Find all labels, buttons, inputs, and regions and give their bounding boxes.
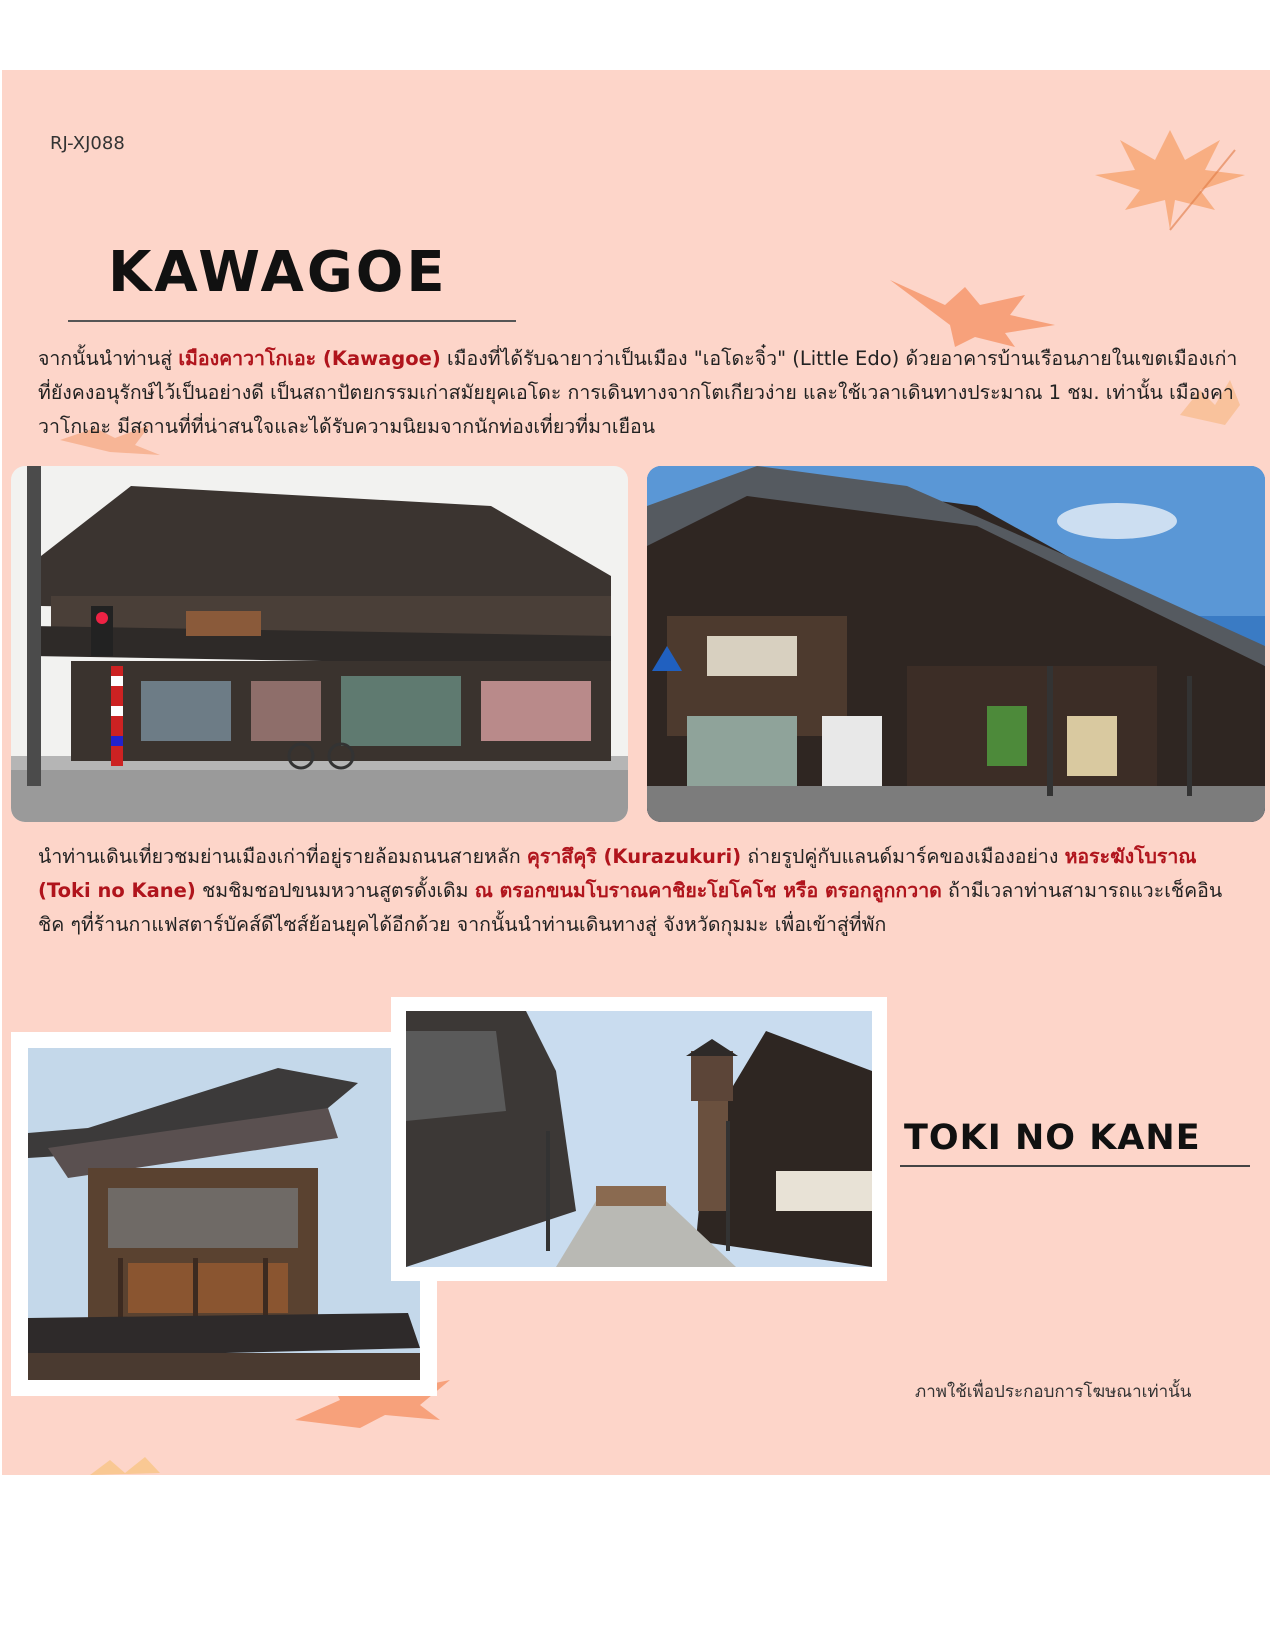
- kawagoe-street-photo-1: [11, 466, 628, 822]
- maple-leaf-icon: [885, 275, 1060, 350]
- kurazukuri-description: [38, 840, 1238, 942]
- text-run: เมืองที่ได้รับฉายาว่าเป็นเมือง "เอโดะจิ๋ว" (Little Edo) ด้วยอาคารบ้านเรือนภายในเขตเมืองเก่าที่ยังคงอนุรักษ์ไว้เป็นอย่างดี เป็นสถาปัตยกรรมเก่าสมัยยุคเอโดะ การเดินทางจากโตเกียวง่าย และใช้เวลาเดินทางประมาณ 1 ชม. เท่านั้น เมืองคาวาโกเอะ มีสถานที่ที่น่าสนใจและได้รับความนิยมจากนักท่องเที่ยวที่มาเยือน: [38, 347, 1238, 438]
- bell-tower-street-photo: [406, 1011, 872, 1267]
- maple-leaf-icon: [85, 1455, 175, 1477]
- highlight-toki-no-kane: หอระฆังโบราณ (Toki no Kane): [38, 845, 1197, 902]
- highlight-candy-alley: ณ ตรอกขนมโบราณคาชิยะโยโคโช หรือ ตรอกลูกกวาด: [474, 879, 942, 902]
- kawagoe-title: KAWAGOE: [108, 240, 448, 305]
- text-run: จากนั้นนำท่านสู่: [38, 347, 179, 370]
- toki-no-kane-title: TOKI NO KANE: [904, 1118, 1201, 1158]
- highlight-kawagoe: เมืองคาวาโกเอะ (Kawagoe): [178, 347, 441, 370]
- highlight-kurazukuri: คุราสึคุริ (Kurazukuri): [526, 845, 742, 868]
- kawagoe-street-photo-2: [647, 466, 1265, 822]
- text-run: นำท่านเดินเที่ยวชมย่านเมืองเก่าที่อยู่รายล้อมถนนสายหลัก: [38, 845, 527, 868]
- title-underline: [900, 1165, 1250, 1167]
- disclaimer-caption: ภาพใช้เพื่อประกอบการโฆษณาเท่านั้น: [915, 1382, 1192, 1402]
- kawagoe-description: [38, 342, 1238, 444]
- maple-leaf-icon: [1085, 130, 1255, 235]
- title-underline: [68, 320, 516, 322]
- bell-tower-closeup-photo: [28, 1048, 420, 1380]
- document-code: RJ-XJ088: [50, 133, 125, 154]
- text-run: ถ่ายรูปคู่กับแลนด์มาร์คของเมืองอย่าง: [741, 845, 1065, 868]
- text-run: ถ้ามีเวลาท่านสามารถแวะเช็คอินชิค ๆที่ร้านกาแฟสตาร์บัคส์ดีไซส์ย้อนยุคได้อีกด้วย จากนั้นนำท่านเดินทางสู่ จังหวัดกุมมะ เพื่อเข้าสู่ที่พัก: [38, 879, 1223, 936]
- text-run: ชมชิมชอปขนมหวานสูตรดั้งเดิม: [195, 879, 475, 902]
